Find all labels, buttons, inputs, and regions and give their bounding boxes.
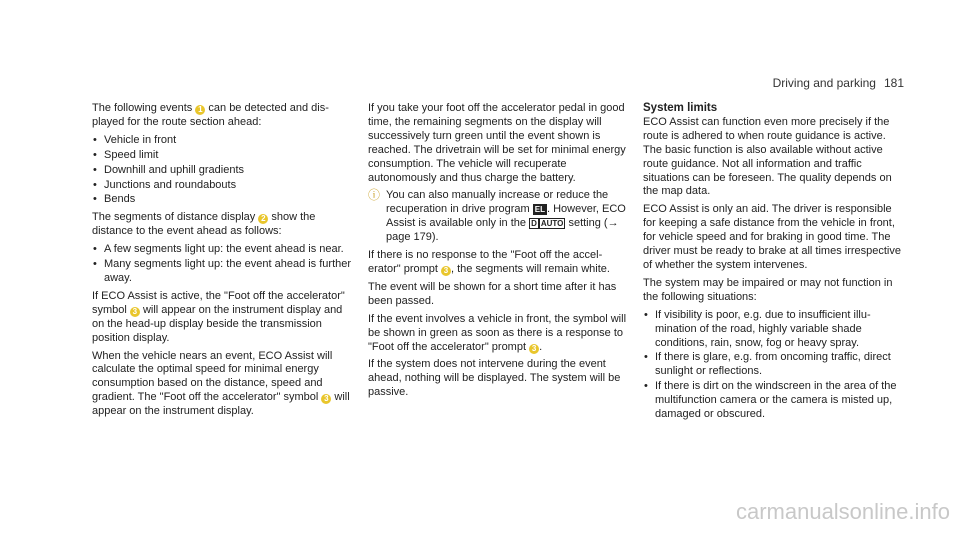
callout-2-icon: 2	[258, 214, 268, 224]
page-number: 181	[883, 76, 904, 90]
paragraph-segments: The segments of distance display 2 show the distance to the event ahead as follows:	[92, 211, 316, 238]
list-item: • Speed limit	[93, 148, 159, 161]
column-right	[643, 102, 905, 426]
callout-3-icon: 3	[441, 266, 451, 276]
section-heading: System limits	[643, 102, 718, 114]
paragraph-passive: If the system does not intervene during the event ahead, nothing will be displayed. The system will be passive.	[368, 358, 621, 399]
list-item: • If visibility is poor, e.g. due to insufficient illumination of the road, highly variable shade conditions, rain, snow, fog or heavy spray.	[644, 308, 871, 349]
auto-key-icon: AUTO	[540, 219, 564, 229]
section-title: Driving and parking	[772, 76, 876, 90]
events-list	[92, 134, 354, 208]
list-item: • A few segments light up: the event ahead is near.	[93, 243, 344, 256]
info-icon: ⓘ	[368, 188, 381, 203]
info-note: ⓘ You can also manually increase or reduce the recuperation in drive program EL . However, ECO Assist is available only in the D AUTO setting (→ page 179).	[368, 188, 626, 244]
callout-3-icon: 3	[130, 307, 140, 317]
list-item: • If there is glare, e.g. from oncoming traffic, direct sunlight or reflections.	[644, 351, 891, 378]
page-header	[773, 76, 904, 90]
paragraph-intro: The following events 1 can be detected and displayed for the route section ahead:	[92, 102, 329, 128]
situations-list	[643, 309, 905, 422]
list-item: • Downhill and uphill gradients	[93, 163, 245, 176]
list-item: • If there is dirt on the windscreen in the area of the multifunction camera or the camera is misted up, damaged or obscured.	[644, 380, 897, 421]
paragraph-foot-off: If you take your foot off the accelerator pedal in good time, the remaining segments on the display will successively turn green until the event shown is reached. The drivetrain will be set for minimal energy consumption. The vehicle will recuperate autonomously and thus charge the battery.	[368, 102, 626, 184]
callout-3-icon: 3	[321, 394, 331, 404]
column-left	[92, 102, 354, 423]
paragraph-aid: ECO Assist is only an aid. The driver is responsible for keeping a safe distance from the vehicle in front, for vehicle speed and for braking in good time. The driver must be ready to brake at all times irrespective of whether the system intervenes.	[643, 203, 901, 271]
paragraph-vehicle-front: If the event involves a vehicle in front, the symbol will be shown in green as soon as there is a response to "Foot off the accelerator" prompt 3 .	[368, 312, 627, 353]
segments-list	[92, 243, 354, 286]
callout-1-icon: 1	[195, 105, 205, 115]
paragraph-passed: The event will be shown for a short time after it has been passed.	[368, 280, 617, 307]
paragraph-precision: ECO Assist can function even more precisely if the route is adhered to when route guidance is active. The basic function is also available without active route guidance. Not all information and traffic situations can be foreseen. The quality depends on the map data.	[643, 115, 892, 198]
paragraph-no-response: If there is no response to the "Foot off the accelerator" prompt 3 , the segments will remain white.	[368, 249, 610, 275]
paragraph-active: If ECO Assist is active, the "Foot off the accelerator" symbol 3 will appear on the instrument display and on the head-up display beside the transmission position display.	[92, 289, 345, 344]
list-item: • Many segments light up: the event ahead is further away.	[93, 258, 352, 284]
list-item: • Vehicle in front	[93, 133, 177, 146]
el-key-icon: EL	[534, 205, 545, 215]
list-item: • Bends	[93, 193, 136, 206]
callout-3-icon: 3	[529, 344, 539, 354]
d-key-icon: D	[531, 219, 537, 229]
column-middle	[368, 102, 630, 404]
paragraph-event: When the vehicle nears an event, ECO Assist will calculate the optimal speed for minimal energy consumption based on the distance, speed and gradient. The "Foot off the accelerator" symbol 3 will appear on the instrument display.	[92, 349, 350, 418]
watermark: carmanualsonline.info	[735, 499, 950, 524]
paragraph-impaired: The system may be impaired or may not function in the following situations:	[643, 276, 893, 303]
list-item: • Junctions and roundabouts	[93, 178, 237, 191]
